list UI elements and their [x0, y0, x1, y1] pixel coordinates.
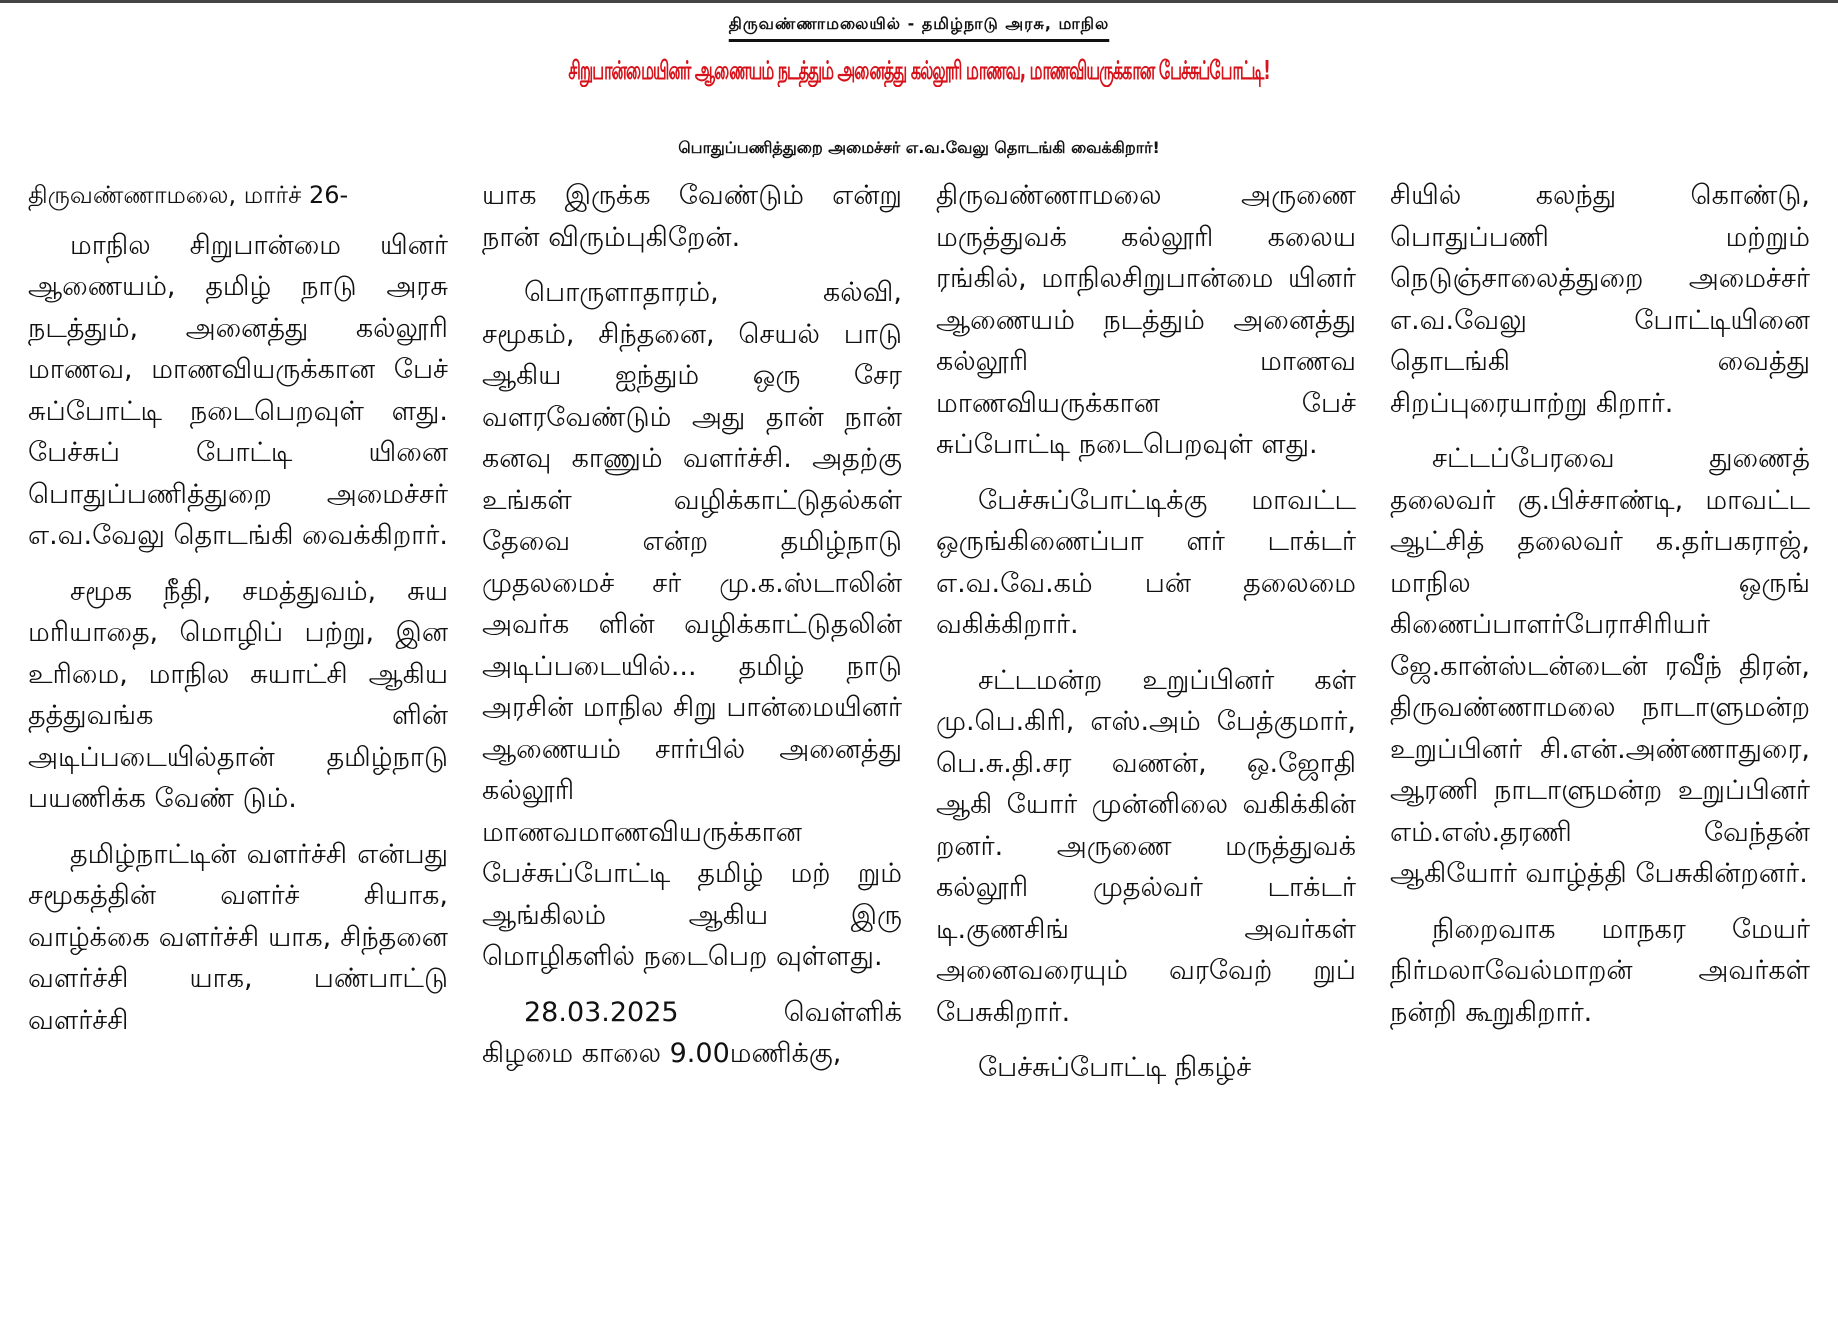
paragraph: நிறைவாக மாநகர மேயர் நிர்மலாவேல்மாறன் அவர்கள் நன்றி கூறுகிறார். [1390, 913, 1810, 1028]
paragraph: சமூக நீதி, சமத்துவம், சுய மரியாதை, மொழிப் பற்று, இன உரிமை, மாநில சுயாட்சி ஆகிய தத்துவங்க ளின் அடிப்படையில்தான் தமிழ்நாடு பயணிக்க வேண் டும். [28, 575, 448, 814]
headline: சிறுபான்மையினர் ஆணையம் நடத்தும் அனைத்து கல்லூரி மாணவ, மாணவியருக்கான பேச்சுப்போட்டி! [568, 55, 1270, 86]
paragraph: சட்டப்பேரவை துணைத் தலைவர் கு.பிச்சாண்டி, மாவட்ட ஆட்சித் தலைவர் க.தர்பகராஜ், மாநில ஒருங் கிணைப்பாளர்பேராசிரியர் ஜே.கான்ஸ்டன்டைன் ரவீந் திரன், திருவண்ணாமலை நாடாளுமன்ற உறுப்பினர் சி.என்.அண்ணாதுரை, ஆரணி நாடாளுமன்ற உறுப்பினர் எம்.எஸ்.தரணி வேந்தன் ஆகியோர் வாழ்த்தி பேசுகின்றனர். [1390, 443, 1810, 889]
dateline: திருவண்ணாமலை, மார்ச் 26- [28, 181, 349, 209]
paragraph: பேச்சுப்போட்டி நிகழ்ச் [978, 1052, 1252, 1083]
column-2 [482, 175, 902, 1153]
paragraph: பொருளாதாரம், கல்வி, சமூகம், சிந்தனை, செயல் பாடு ஆகிய ஐந்தும் ஒரு சேர வளரவேண்டும் அது தான் நான் கனவு காணும் வளர்ச்சி. அதற்கு உங்கள் வழிக்காட்டுதல்கள் தேவை என்ற தமிழ்நாடு முதலமைச் சர் மு.க.ஸ்டாலின் அவர்க ளின் வழிக்காட்டுதலின் அடிப்படையில்... தமிழ் நாடு அரசின் மாநில சிறு பான்மையினர் ஆணையம் சார்பில் அனைத்து கல்லூரி மாணவமாணவியருக்கான பேச்சுப்போட்டி தமிழ் மற் றும் ஆங்கிலம் ஆகிய இரு மொழிகளில் நடைபெற வுள்ளது. [482, 277, 902, 972]
subheadline: பொதுப்பணித்துறை அமைச்சர் எ.வ.வேலு தொடங்கி வைக்கிறார்! [678, 138, 1160, 157]
paragraph: திருவண்ணாமலை அருணை மருத்துவக் கல்லூரி கலைய ரங்கில், மாநிலசிறுபான்மை யினர் ஆணையம் நடத்தும் அனைத்து கல்லூரி மாணவ மாணவியருக்கான பேச் சுப்போட்டி நடைபெறவுள் ளது. [936, 180, 1356, 460]
paragraph: சியில் கலந்து கொண்டு, பொதுப்பணி மற்றும் நெடுஞ்சாலைத்துறை அமைச்சர் எ.வ.வேலு போட்டியினை தொடங்கி வைத்து சிறப்புரையாற்று கிறார். [1390, 180, 1810, 419]
kicker-line: திருவண்ணாமலையில் - தமிழ்நாடு அரசு, மாநில [728, 14, 1110, 33]
paragraph: பேச்சுப்போட்டிக்கு மாவட்ட ஒருங்கிணைப்பா ளர் டாக்டர் எ.வ.வே.கம் பன் தலைமை வகிக்கிறார். [936, 484, 1356, 640]
top-rule [0, 0, 1838, 3]
column-4 [1390, 175, 1810, 1153]
paragraph: யாக இருக்க வேண்டும் என்று நான் விரும்புகிறேன். [482, 180, 902, 253]
article-body [28, 175, 1810, 1153]
column-1 [28, 175, 448, 1153]
paragraph: தமிழ்நாட்டின் வளர்ச்சி என்பது சமூகத்தின் வளர்ச் சியாக, வாழ்க்கை வளர்ச்சி யாக, சிந்தனை வளர்ச்சி யாக, பண்பாட்டு வளர்ச்சி [28, 838, 448, 1036]
paragraph: 28.03.2025 வெள்ளிக் கிழமை காலை 9.00மணிக்கு, [482, 996, 902, 1069]
column-3 [936, 175, 1356, 1153]
paragraph: சட்டமன்ற உறுப்பினர் கள் மு.பெ.கிரி, எஸ்.அம் பேத்குமார், பெ.சு.தி.சர வணன், ஒ.ஜோதி ஆகி யோர் முன்னிலை வகிக்கின் றனர். அருணை மருத்துவக் கல்லூரி முதல்வர் டாக்டர் டி.குணசிங் அவர்கள் அனைவரையும் வரவேற் றுப் பேசுகிறார். [936, 664, 1356, 1028]
paragraph: மாநில சிறுபான்மை யினர் ஆணையம், தமிழ் நாடு அரசு நடத்தும், அனைத்து கல்லூரி மாணவ, மாணவியருக்கான பேச் சுப்போட்டி நடைபெறவுள் ளது. பேச்சுப் போட்டி யினை பொதுப்பணித்துறை அமைச்சர் எ.வ.வேலு தொடங்கி வைக்கிறார். [28, 229, 448, 551]
